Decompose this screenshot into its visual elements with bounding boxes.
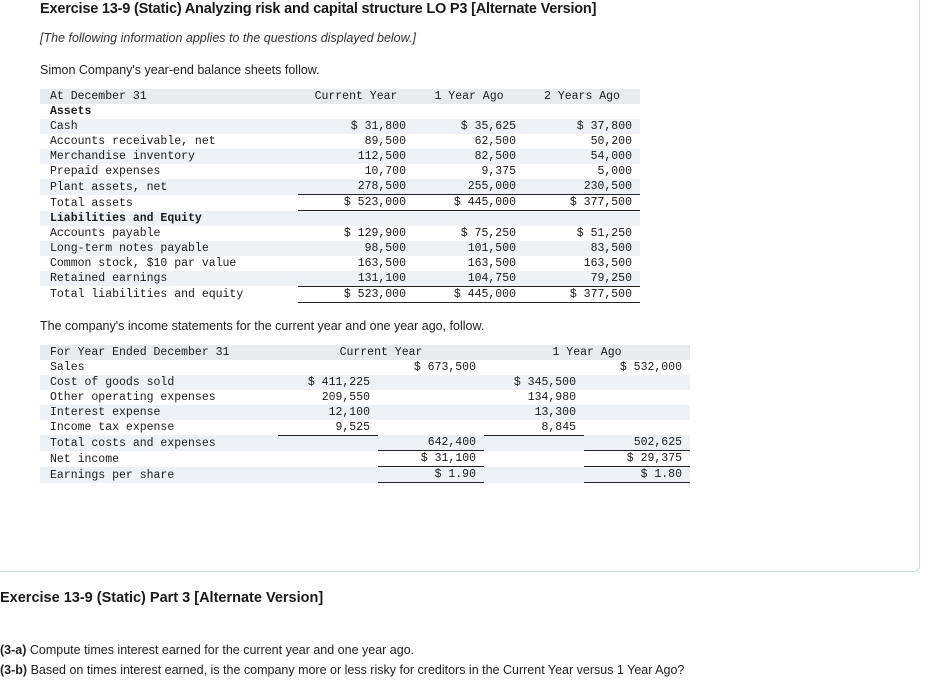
row-label: Total liabilities and equity bbox=[40, 286, 298, 302]
row-value: 83,500 bbox=[524, 241, 640, 256]
income-statement-table bbox=[40, 345, 690, 484]
question-3b-label: (3-b) bbox=[0, 663, 28, 677]
table-row-total bbox=[40, 195, 640, 211]
row-value: $ 31,800 bbox=[298, 119, 414, 134]
table-row bbox=[40, 420, 690, 436]
row-value: 255,000 bbox=[414, 179, 524, 195]
row-value: $ 29,375 bbox=[584, 451, 690, 467]
row-value: $ 35,625 bbox=[414, 119, 524, 134]
row-value: 5,000 bbox=[524, 164, 640, 179]
row-value: 642,400 bbox=[378, 435, 484, 451]
row-value: 54,000 bbox=[524, 149, 640, 164]
row-value: $ 75,250 bbox=[414, 226, 524, 241]
table-row bbox=[40, 134, 640, 149]
row-value: 209,550 bbox=[278, 390, 378, 405]
row-label: Total costs and expenses bbox=[40, 435, 278, 451]
row-value bbox=[484, 467, 584, 483]
section-label-assets: Assets bbox=[40, 104, 298, 119]
column-header-label: At December 31 bbox=[40, 89, 298, 104]
row-label: Net income bbox=[40, 451, 278, 467]
table-header-row bbox=[40, 345, 690, 360]
column-header-current: Current Year bbox=[278, 345, 484, 360]
income-statement-lead: The company's income statements for the current year and one year ago, follow. bbox=[40, 318, 485, 333]
row-value: 9,525 bbox=[278, 420, 378, 436]
table-row bbox=[40, 271, 640, 287]
row-value: 134,980 bbox=[484, 390, 584, 405]
row-value: 62,500 bbox=[414, 134, 524, 149]
row-value bbox=[278, 360, 378, 375]
row-value: $ 523,000 bbox=[298, 286, 414, 302]
table-row-total bbox=[40, 451, 690, 467]
row-label: Plant assets, net bbox=[40, 179, 298, 195]
table-row bbox=[40, 405, 690, 420]
column-header-2yr: 2 Years Ago bbox=[524, 89, 640, 104]
table-row bbox=[40, 226, 640, 241]
row-value bbox=[378, 375, 484, 390]
balance-sheet-lead: Simon Company's year-end balance sheets follow. bbox=[40, 63, 320, 77]
row-value: 230,500 bbox=[524, 179, 640, 195]
table-row-total bbox=[40, 435, 690, 451]
exercise-title: Exercise 13-9 (Static) Analyzing risk and capital structure LO P3 [Alternate Version] bbox=[40, 1, 597, 17]
row-value: $ 345,500 bbox=[484, 375, 584, 390]
section-label-liabilities: Liabilities and Equity bbox=[40, 211, 298, 226]
row-value: 278,500 bbox=[298, 179, 414, 195]
row-label: Accounts payable bbox=[40, 226, 298, 241]
row-label: Other operating expenses bbox=[40, 390, 278, 405]
table-row bbox=[40, 179, 640, 195]
row-value: 13,300 bbox=[484, 405, 584, 420]
row-value: $ 129,900 bbox=[298, 226, 414, 241]
table-row bbox=[40, 375, 690, 390]
table-row bbox=[40, 119, 640, 134]
table-row bbox=[40, 149, 640, 164]
section-header-assets bbox=[40, 104, 640, 119]
row-label: Cash bbox=[40, 119, 298, 134]
table-row-total bbox=[40, 286, 640, 302]
row-value: 163,500 bbox=[524, 256, 640, 271]
table-row bbox=[40, 164, 640, 179]
row-value: 98,500 bbox=[298, 241, 414, 256]
row-value: 131,100 bbox=[298, 271, 414, 287]
row-label: Accounts receivable, net bbox=[40, 134, 298, 149]
row-label: Total assets bbox=[40, 195, 298, 211]
row-value: $ 411,225 bbox=[278, 375, 378, 390]
row-value bbox=[378, 405, 484, 420]
row-value bbox=[484, 435, 584, 451]
column-header-label: For Year Ended December 31 bbox=[40, 345, 278, 360]
row-value: $ 37,800 bbox=[524, 119, 640, 134]
row-label: Interest expense bbox=[40, 405, 278, 420]
question-3b bbox=[0, 663, 684, 677]
balance-sheet-table bbox=[40, 89, 640, 303]
row-value: 50,200 bbox=[524, 134, 640, 149]
row-value: $ 445,000 bbox=[414, 286, 524, 302]
row-value: 79,250 bbox=[524, 271, 640, 287]
row-value bbox=[584, 390, 690, 405]
question-3a-text: Compute times interest earned for the current year and one year ago. bbox=[29, 643, 415, 657]
row-value: $ 1.80 bbox=[584, 467, 690, 483]
row-value: 12,100 bbox=[278, 405, 378, 420]
exercise-note: [The following information applies to the questions displayed below.] bbox=[40, 31, 416, 45]
row-value: $ 377,500 bbox=[524, 195, 640, 211]
row-label: Retained earnings bbox=[40, 271, 298, 287]
row-value: 89,500 bbox=[298, 134, 414, 149]
table-row bbox=[40, 360, 690, 375]
column-header-1yr: 1 Year Ago bbox=[414, 89, 524, 104]
table-row bbox=[40, 390, 690, 405]
row-value: 502,625 bbox=[584, 435, 690, 451]
row-label: Merchandise inventory bbox=[40, 149, 298, 164]
row-label: Prepaid expenses bbox=[40, 164, 298, 179]
row-value: $ 445,000 bbox=[414, 195, 524, 211]
row-label: Income tax expense bbox=[40, 420, 278, 436]
table-row-total bbox=[40, 467, 690, 483]
row-label: Sales bbox=[40, 360, 278, 375]
row-label: Cost of goods sold bbox=[40, 375, 278, 390]
question-3a bbox=[0, 643, 414, 657]
row-value: 82,500 bbox=[414, 149, 524, 164]
row-value: $ 523,000 bbox=[298, 195, 414, 211]
row-value: $ 51,250 bbox=[524, 226, 640, 241]
row-value bbox=[484, 451, 584, 467]
column-header-1yr: 1 Year Ago bbox=[484, 345, 690, 360]
column-header-current: Current Year bbox=[298, 89, 414, 104]
row-value: 8,845 bbox=[484, 420, 584, 436]
row-value: $ 1.90 bbox=[378, 467, 484, 483]
row-value bbox=[278, 435, 378, 451]
row-label: Long-term notes payable bbox=[40, 241, 298, 256]
row-value bbox=[484, 360, 584, 375]
row-value bbox=[378, 390, 484, 405]
row-value: 10,700 bbox=[298, 164, 414, 179]
row-value: $ 673,500 bbox=[378, 360, 484, 375]
row-value: 163,500 bbox=[414, 256, 524, 271]
row-value bbox=[278, 451, 378, 467]
row-value: $ 532,000 bbox=[584, 360, 690, 375]
question-3a-label: (3-a) bbox=[0, 643, 27, 657]
question-3b-text: Based on times interest earned, is the company more or less risky for creditors in the Current Year versus 1 Year Ago? bbox=[30, 663, 685, 677]
table-header-row bbox=[40, 89, 640, 104]
part-title: Exercise 13-9 (Static) Part 3 [Alternate Version] bbox=[0, 590, 324, 606]
row-value bbox=[584, 405, 690, 420]
table-row bbox=[40, 256, 640, 271]
row-value bbox=[584, 420, 690, 436]
row-value: 104,750 bbox=[414, 271, 524, 287]
table-row bbox=[40, 241, 640, 256]
row-value bbox=[584, 375, 690, 390]
row-value bbox=[378, 420, 484, 436]
row-value: $ 31,100 bbox=[378, 451, 484, 467]
row-label: Common stock, $10 par value bbox=[40, 256, 298, 271]
row-value: 163,500 bbox=[298, 256, 414, 271]
row-value: $ 377,500 bbox=[524, 286, 640, 302]
row-value: 101,500 bbox=[414, 241, 524, 256]
row-value: 9,375 bbox=[414, 164, 524, 179]
row-value: 112,500 bbox=[298, 149, 414, 164]
row-label: Earnings per share bbox=[40, 467, 278, 483]
section-header-liabilities bbox=[40, 211, 640, 226]
row-value bbox=[278, 467, 378, 483]
